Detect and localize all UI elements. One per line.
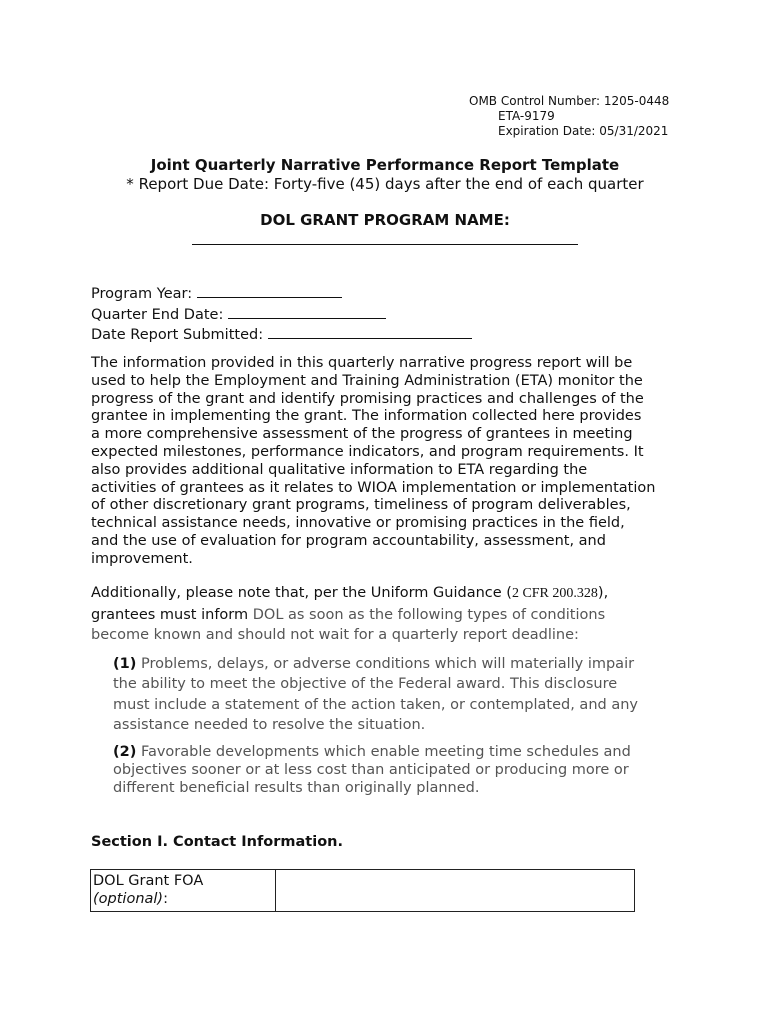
condition-number: (1) <box>113 656 137 672</box>
condition-line <box>113 654 693 674</box>
foa-optional: (optional) <box>93 891 164 907</box>
omb-control-number: OMB Control Number: 1205-0448 <box>469 94 670 108</box>
condition-line: objectives sooner or at less cost than anticipated or producing more or <box>113 762 629 778</box>
quarter-end-date-label: Quarter End Date: <box>91 306 224 323</box>
date-submitted-blank[interactable] <box>268 324 472 339</box>
report-due-date: * Report Due Date: Forty-five (45) days after the end of each quarter <box>126 175 644 193</box>
intro-line: activities of grantees as it relates to WIOA implementation or implementation <box>91 479 656 496</box>
guidance-text: Additionally, please note that, per the Uniform Guidance ( <box>91 585 512 601</box>
foa-optional-line <box>93 890 273 908</box>
intro-line: progress of the grant and identify promising practices and challenges of the <box>91 390 644 407</box>
intro-line: and the use of evaluation for program accountability, assessment, and <box>91 532 606 549</box>
cfr-reference: 2 CFR 200.328 <box>511 586 598 601</box>
quarter-end-date-row <box>91 304 472 325</box>
date-submitted-row <box>91 324 472 345</box>
guidance-text: ), <box>597 585 609 601</box>
program-year-row <box>91 283 472 304</box>
intro-line: of other discretionary grant programs, timeliness of program deliverables, <box>91 497 631 514</box>
contact-info-table <box>90 869 635 912</box>
intro-line: used to help the Employment and Training Administration (ETA) monitor the <box>91 372 643 389</box>
intro-line: The information provided in this quarterly narrative progress report will be <box>91 355 633 371</box>
condition-number: (2) <box>113 744 137 760</box>
intro-line: expected milestones, performance indicators, and program requirements. It <box>91 443 644 460</box>
intro-line: grantee in implementing the grant. The information collected here provides <box>91 408 642 425</box>
foa-value-cell[interactable] <box>275 870 634 912</box>
quarter-end-date-blank[interactable] <box>228 304 386 319</box>
condition-text: Problems, delays, or adverse conditions which will materially impair <box>136 656 635 672</box>
guidance-line <box>91 605 691 626</box>
form-number: ETA-9179 <box>498 109 555 123</box>
table-row <box>91 870 635 912</box>
report-fields <box>91 283 472 345</box>
guidance-paragraph <box>91 583 691 646</box>
program-name-blank-line[interactable] <box>192 244 578 245</box>
intro-line: also provides additional qualitative information to ETA regarding the <box>91 461 588 478</box>
condition-text: Favorable developments which enable meeting time schedules and <box>136 744 631 760</box>
guidance-text: DOL as soon as the following types of conditions <box>248 606 606 623</box>
intro-paragraph <box>91 355 691 569</box>
date-submitted-label: Date Report Submitted: <box>91 327 264 343</box>
condition-item-1 <box>113 654 693 735</box>
foa-label-cell <box>91 870 276 912</box>
guidance-line <box>91 583 691 605</box>
intro-line: technical assistance needs, innovative or promising practices in the field, <box>91 515 625 532</box>
program-year-label: Program Year: <box>91 286 193 302</box>
condition-line: the ability to meet the objective of the Federal award. This disclosure <box>113 676 618 693</box>
guidance-line: become known and should not wait for a quarterly report deadline: <box>91 627 579 643</box>
condition-line: different beneficial results than originally planned. <box>113 780 480 796</box>
section-1-heading: Section I. Contact Information. <box>91 834 344 850</box>
intro-line: improvement. <box>91 550 193 567</box>
condition-line <box>113 743 693 761</box>
expiration-date: Expiration Date: 05/31/2021 <box>498 124 669 138</box>
program-year-blank[interactable] <box>197 283 342 298</box>
foa-colon: : <box>163 891 168 907</box>
condition-item-2 <box>113 743 693 797</box>
program-name-label: DOL GRANT PROGRAM NAME: <box>260 211 510 229</box>
guidance-text: grantees must inform <box>91 606 249 623</box>
foa-label: DOL Grant FOA <box>93 873 204 889</box>
omb-header <box>469 94 669 139</box>
document-title: Joint Quarterly Narrative Performance Report Template <box>150 156 620 174</box>
intro-line: a more comprehensive assessment of the progress of grantees in meeting <box>91 426 633 443</box>
condition-line: must include a statement of the action taken, or contemplated, and any <box>113 696 638 713</box>
condition-line: assistance needed to resolve the situation. <box>113 716 426 733</box>
